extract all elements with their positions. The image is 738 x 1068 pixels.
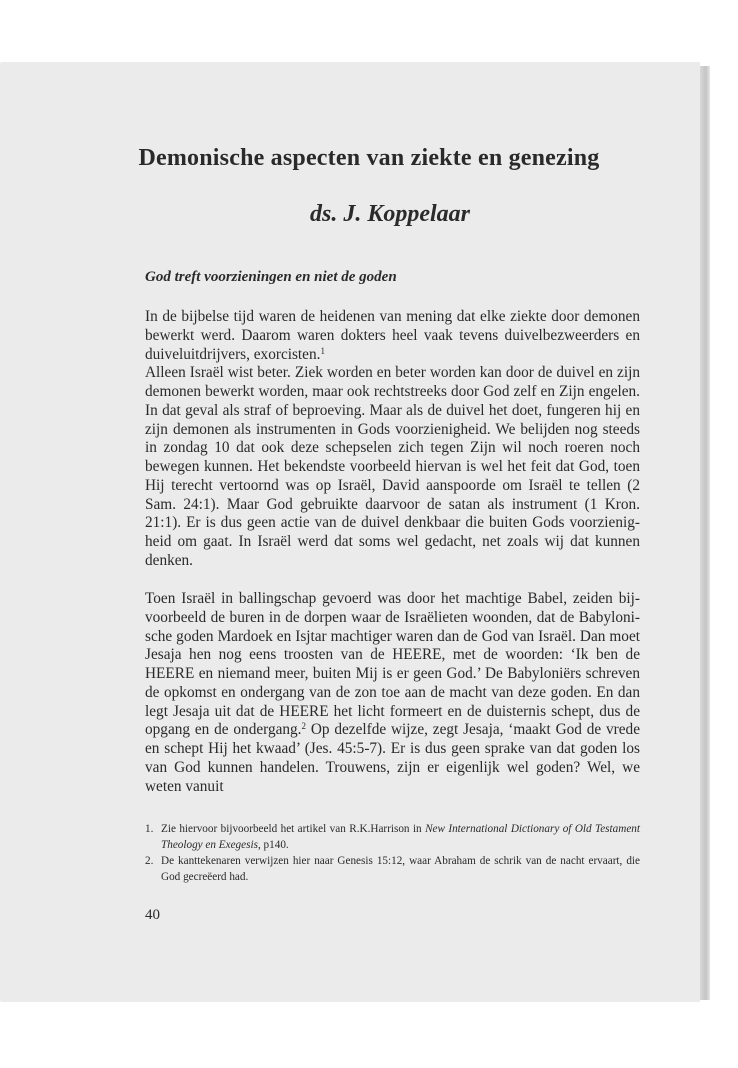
paragraph-1-text-a: In de bijbelse tijd waren de heidenen van mening dat elke ziekte door demonen bewerkt werd. Daarom waren dokters heel vaak tevens duivelbezweerders en duiveluitdrijvers, exorcisten. [145,308,640,363]
paragraph-2-text-b: Op dezelfde wijze, zegt Jesaja, ‘maakt God de vrede en schept Hij het kwaad’ (Jes. 45:5-7). Er is dus geen sprake van dat goden los van God kunnen handelen. Trouwens, zijn er eigenlijk wel goden? Wel, we weten vanuit [145,721,640,795]
article-author: ds. J. Koppelaar [309,201,470,227]
footnote-item [145,854,640,885]
page-number: 40 [145,907,160,923]
footnote-number: 1. [145,823,154,835]
body-paragraph-1 [145,308,640,571]
footnote-text: De kanttekenaren verwijzen hier naar Genesis 15:12, waar Abraham de schrik van de nacht ervaart, die God gecreëerd had. [161,855,640,883]
footnote-reference-1[interactable]: 1 [320,345,325,356]
footnote-number: 2. [145,855,154,867]
footnote-reference-2[interactable]: 2 [301,721,307,732]
body-paragraph-2 [145,590,640,796]
article-title: Demonische aspecten van ziekte en genezing [138,145,600,171]
section-heading: God treft voorzieningen en niet de goden [145,269,397,285]
footnote-text: Zie hiervoor bijvoorbeeld het artikel van R.K.Harrison in [161,823,426,835]
footnote-source-title: New International Dictionary of Old Testament Theology en Exegesis [161,823,640,851]
paragraph-2-text-a: Toen Israël in ballingschap gevoerd was door het machtige Babel, zeiden bijvoorbeeld de buren in de dorpen waar de Israëlieten woonden, dat de Babylonische goden Mardoek en Isjtar machtiger waren dan de God van Israël. Dan moet Jesaja hen nog eens troosten van de HEERE, met de woorden: ‘Ik ben de HEERE en niemand meer, buiten Mij is er geen God.’ De Babyloniërs schreven de opkomst en ondergang van de zon toe aan de macht van deze goden. En dan legt Jesaja uit dat de HEERE het licht formeert en de duisternis schept, dus de opgang en de ondergang. [145,590,640,739]
footnote-text-end: , p140. [257,838,289,851]
footnote-item [145,822,640,853]
footnotes-list [145,822,640,886]
paragraph-1-text-b: Alleen Israël wist beter. Ziek worden en beter worden kan door de duivel en zijn demonen bewerkt worden, maar ook rechtstreeks door God zelf en Zijn engelen. In dat geval als straf of beproeving. Maar als de duivel het doet, fungeren hij en zijn demonen als instrumenten in Gods voorzienigheid. We belijden nog steeds in zondag 10 dat ook deze schepselen zich tegen Zijn wil noch roeren noch bewegen kunnen. Het bekendste voorbeeld hiervan is wel het feit dat God, toen Hij terecht vertoornd was op Israël, David aanspoorde om Israël te tellen (2 Sam. 24:1). Maar God gebruikte daarvoor de satan als instrument (1 Kron. 21:1). Er is dus geen actie van de duivel denkbaar die buiten Gods voorzienigheid om gaat. In Israël werd dat soms wel gedacht, net zoals wij dat kunnen denken. [145,364,640,569]
